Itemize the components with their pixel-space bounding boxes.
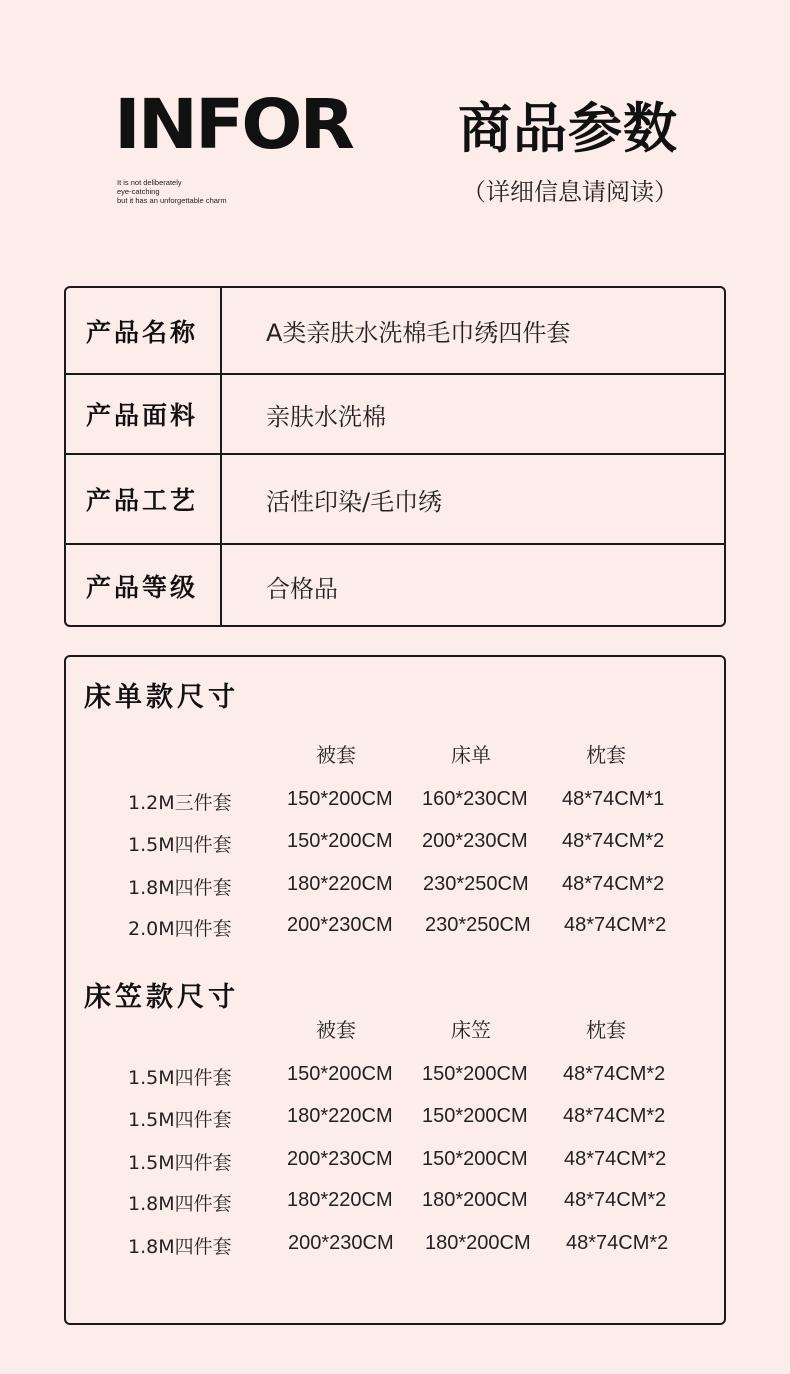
size-label: 2.0M四件套 <box>128 918 232 940</box>
page-subtitle: （详细信息请阅读） <box>462 178 678 206</box>
size-label: 1.5M四件套 <box>128 834 232 856</box>
brand-logo: INFOR <box>114 84 352 164</box>
size-cell: 160*230CM <box>422 788 528 810</box>
page-title: 商品参数 <box>458 97 678 160</box>
size-cell: 150*200CM <box>287 788 393 810</box>
param-row-name <box>66 288 724 373</box>
size-cell: 150*200CM <box>287 1063 393 1085</box>
param-row-craft <box>66 453 724 543</box>
col-header: 枕套 <box>586 743 626 767</box>
size-cell: 150*200CM <box>422 1148 528 1170</box>
param-label: 产品面料 <box>66 375 222 453</box>
size-cell: 48*74CM*2 <box>562 830 665 852</box>
size-cell: 230*250CM <box>425 914 531 936</box>
size-cell: 150*200CM <box>422 1105 528 1127</box>
size-label: 1.5M四件套 <box>128 1152 232 1174</box>
param-value: 合格品 <box>266 574 338 603</box>
size-cell: 48*74CM*2 <box>563 1063 666 1085</box>
param-row-fabric <box>66 373 724 453</box>
product-params-table <box>64 286 726 627</box>
size-cell: 180*220CM <box>287 1105 393 1127</box>
size-cell: 180*220CM <box>287 1189 393 1211</box>
size-cell: 180*220CM <box>287 873 393 895</box>
size-label: 1.8M四件套 <box>128 1236 232 1258</box>
param-value: 活性印染/毛巾绣 <box>266 487 443 516</box>
param-row-grade <box>66 543 724 627</box>
size-cell: 200*230CM <box>287 1148 393 1170</box>
param-label: 产品等级 <box>66 545 222 627</box>
col-header: 被套 <box>316 743 356 767</box>
size-cell: 200*230CM <box>287 914 393 936</box>
size-cell: 48*74CM*2 <box>563 1105 666 1127</box>
size-cell: 150*200CM <box>422 1063 528 1085</box>
param-value: 亲肤水洗棉 <box>266 402 386 431</box>
size-cell: 200*230CM <box>422 830 528 852</box>
col-header: 枕套 <box>586 1018 626 1042</box>
tagline-line: It is not deliberately <box>117 178 182 187</box>
size-cell: 180*200CM <box>425 1232 531 1254</box>
size-cell: 230*250CM <box>423 873 529 895</box>
size-cell: 48*74CM*1 <box>562 788 665 810</box>
size-cell: 48*74CM*2 <box>566 1232 669 1254</box>
size-label: 1.2M三件套 <box>128 792 232 814</box>
tagline-line: eye-catching <box>117 187 160 196</box>
size-cell: 48*74CM*2 <box>564 914 667 936</box>
sheet-section-title: 床单款尺寸 <box>84 682 239 713</box>
size-label: 1.5M四件套 <box>128 1067 232 1089</box>
size-cell: 48*74CM*2 <box>564 1148 667 1170</box>
size-cell: 48*74CM*2 <box>564 1189 667 1211</box>
size-cell: 180*200CM <box>422 1189 528 1211</box>
brand-tagline <box>117 178 227 205</box>
col-header: 床笠 <box>451 1018 491 1042</box>
param-label: 产品名称 <box>66 288 222 373</box>
size-chart-box <box>64 655 726 1325</box>
fitted-section-title: 床笠款尺寸 <box>84 982 239 1013</box>
col-header: 床单 <box>451 743 491 767</box>
size-cell: 150*200CM <box>287 830 393 852</box>
size-cell: 200*230CM <box>288 1232 394 1254</box>
size-label: 1.5M四件套 <box>128 1109 232 1131</box>
param-value: A类亲肤水洗棉毛巾绣四件套 <box>266 319 571 347</box>
size-cell: 48*74CM*2 <box>562 873 665 895</box>
param-label: 产品工艺 <box>66 455 222 543</box>
col-header: 被套 <box>316 1018 356 1042</box>
size-label: 1.8M四件套 <box>128 1193 232 1215</box>
size-label: 1.8M四件套 <box>128 877 232 899</box>
tagline-line: but it has an unforgettable charm <box>117 196 227 205</box>
